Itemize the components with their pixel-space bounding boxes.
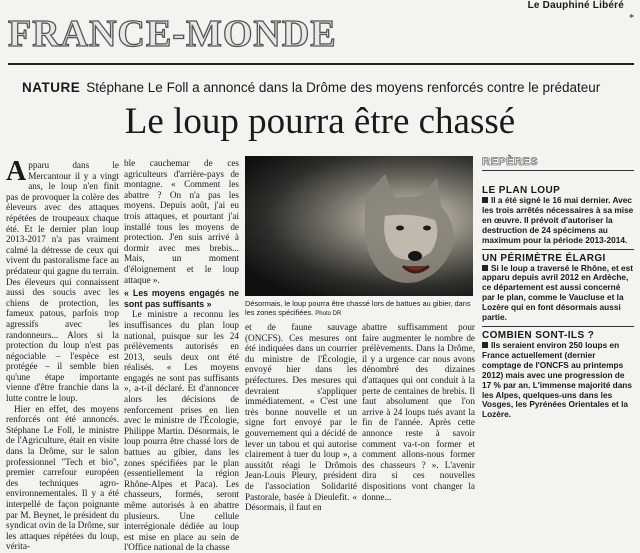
col1-paragraph-2: Hier en effet, des moyens renforcés ont été annoncés. Stéphane Le Foll, le ministre de l'Agriculture, était en visite dans la Drôme, sur le salon professionnel "Tech et bio", premier carrefour européen des techniques agro-environnementales. Il y a été interpellé de façon poignante par M. Beynet, le président du syndicat ovin de la Drôme, sur les attaques répétées du loup, vérita-	[6, 403, 119, 552]
photo-caption	[245, 299, 475, 319]
col4-paragraph-1: abattre suffisamment pour faire augmenter le nombre de prélèvements. Dans la Drôme, il y a urgence car nous avons dénombré des dizaines d'attaques qui ont conduit à la perte de centaines de brebis. Il faut absolument que l'on arrive à 24 loups tués avant la fin de l'année. Après cette annonce reste à savoir comment va-t-on former et comment allons-nous former des chasseurs ? ». L'avenir dira si ces nouvelles dispositions vont changer la donne...	[362, 322, 475, 502]
kicker	[22, 80, 600, 95]
wolf-illustration	[245, 156, 473, 296]
col2-paragraph-1: ble cauchemar de ces agriculteurs d'arrière-pays de montagne. « Comment les abattre ? On n'a pas les moyens. Depuis août, j'ai eu trois attaques, et pourtant j'ai installé tous les moyens de protection. J'en suis arrivé à dormir avec mes brebis... Mais, un moment d'éloignement et le loup attaque ».	[124, 158, 239, 285]
sidebar-text-2: Si le loup a traversé le Rhône, et est apparu depuis avril 2012 en Ardèche, ce département est aussi concerné par le plan, comme le Vaucluse et la Lozère qui en font désormais aussi partie.	[482, 262, 634, 323]
sidebar-text-3: Ils seraient environ 250 loups en France actuellement (dernier comptage de l'ONCFS au printemps 2012) mais avec une progression de 17 % par an. L'immense majorité dans les Alpes, quelques-uns dans les Vosges, les Pyrénées Orientales et la Lozère.	[482, 339, 632, 420]
bullet-square-icon	[482, 197, 488, 203]
masthead	[0, 0, 640, 24]
sidebar-text-1: Il a été signé le 16 mai dernier. Avec les trois arrêtés nécessaires à sa mise en œuvre. Il prévoit d'autoriser la destruction de 24 spécimens au maximum pour la période 2013-2014.	[482, 195, 634, 245]
kicker-text: Stéphane Le Foll a annoncé dans la Drôme des moyens renforcés contre le prédateur	[86, 80, 601, 95]
sidebar-divider	[482, 326, 634, 327]
article-column-3	[245, 322, 357, 513]
article-column-4	[362, 322, 475, 502]
kicker-label: NATURE	[22, 80, 81, 95]
bullet-square-icon	[482, 265, 488, 271]
sidebar-heading-plan-loup: LE PLAN LOUP	[482, 185, 561, 196]
section-rule	[8, 63, 634, 65]
sidebar-text-perimetre	[482, 264, 634, 323]
reperes-sidebar	[482, 156, 634, 420]
article-column-2	[124, 158, 239, 553]
col1-paragraph-1: pparu dans le Mercantour il y a vingt ans, le loup n'en finit pas de provoquer la colère des éleveurs avec des attaques répétées de troupeaux chaque été. Et le dernier plan loup 2013-2017 n'a pas vraiment calmé la détresse de ceux qui vivent du pastoralisme face au prédateur qui gagne du terrain. Des éleveurs qui connaissent aussi des soucis avec les chiens de protection, les fameux patous, parfois trop agressifs avec les randonneurs... Alors si la protection du loup n'est pas négociable – l'espèce est protégée – il semble bien qu'une étape importante vienne d'être franchie dans la lutte contre le loup.	[6, 160, 120, 404]
sidebar-heading-combien: COMBIEN SONT-ILS ?	[482, 329, 595, 341]
sidebar-text-plan-loup	[482, 196, 634, 246]
photo-credit: Photo DR	[315, 311, 342, 318]
dropcap: A	[6, 156, 27, 187]
caption-text: Désormais, le loup pourra être chassé lors de battues au gibier, dans les zones spécifiées.	[245, 299, 471, 318]
article-column-1	[6, 156, 120, 552]
sidebar-heading-perimetre: UN PÉRIMÈTRE ÉLARGI	[482, 252, 606, 264]
col2-subheading: « Les moyens engagés ne sont pas suffisants »	[124, 288, 239, 309]
star-mark: *	[629, 13, 634, 24]
sidebar-text-combien	[482, 341, 634, 420]
section-title: FRANCE-MONDE	[8, 13, 337, 55]
bullet-square-icon	[482, 342, 488, 348]
sidebar-divider	[482, 249, 634, 250]
sidebar-title: REPÈRES	[482, 156, 634, 171]
col3-paragraph-1: et de faune sauvage (ONCFS). Ces mesures ont été indiquées dans un courrier du ministre de l'Écologie, envoyé hier dans les préfectures. Des mesures qui devraient s'appliquer immédiatement. « C'est une très bonne nouvelle et un signe fort envoyé par le gouvernement qui a décidé de lever un tabou et qui autorise clairement à tuer du loup », a aussitôt réagi le Drômois Jean-Louis Pleury, président de l'association Solidarité Pastorale, basée à Dieulefit. « Désormais, il faut en	[245, 322, 357, 513]
headline: Le loup pourra être chassé	[124, 101, 516, 142]
wolf-photo	[245, 156, 473, 296]
newspaper-brand: Le Dauphiné Libéré	[527, 0, 624, 11]
col2-paragraph-2: Le ministre a reconnu les insuffisances du plan loup national, puisque sur les 24 prélèvements autorisés en 2013, seuls deux ont été réalisés. « Les moyens engagés ne sont pas suffisants », a-t-il déclaré. Et d'annoncer alors les décisions de renforcement prises en lien avec le ministre de l'Écologie, Philippe Martin. Désormais, le loup pourra être chassé lors de battues au gibier, dans les zones spécifiées par le plan (essentiellement la région Rhône-Alpes et Paca). Les chasseurs, formés, seront même autorisés à en abattre plusieurs. Une cellule interrégionale dédiée au loup est mise en place au sein de l'Office national de la chasse	[124, 309, 239, 553]
